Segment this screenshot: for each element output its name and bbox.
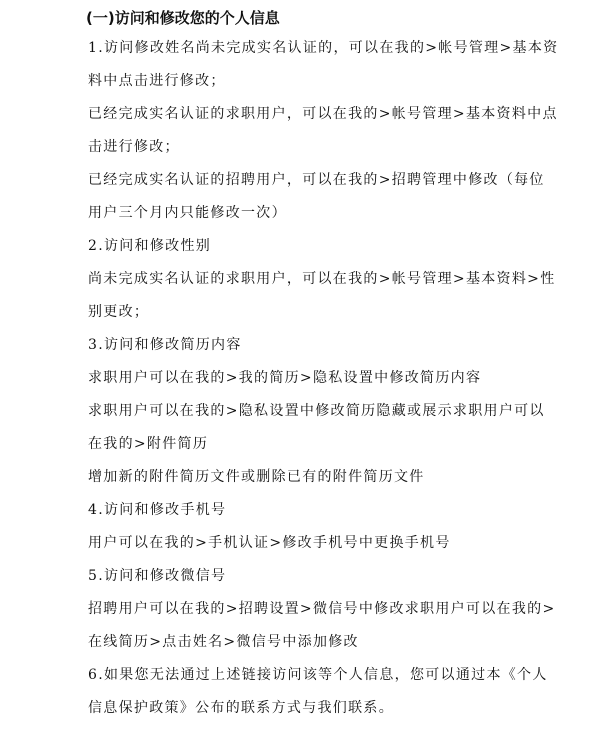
text-line: 尚未完成实名认证的求职用户，可以在我的>帐号管理>基本资料>性 bbox=[88, 271, 556, 287]
text-line: 求职用户可以在我的>我的简历>隐私设置中修改简历内容 bbox=[88, 370, 482, 386]
section-heading: (一)访问和修改您的个人信息 bbox=[86, 9, 280, 27]
text-line: 在线简历>点击姓名>微信号中添加修改 bbox=[88, 634, 359, 650]
text-line: 已经完成实名认证的求职用户，可以在我的>帐号管理>基本资料中点 bbox=[88, 106, 558, 122]
text-line: 已经完成实名认证的招聘用户，可以在我的>招聘管理中修改（每位 bbox=[88, 172, 545, 188]
text-line: 2.访问和修改性别 bbox=[88, 238, 212, 254]
text-line: 4.访问和修改手机号 bbox=[88, 502, 227, 518]
text-line: 击进行修改； bbox=[88, 139, 180, 155]
text-line: 用户可以在我的>手机认证>修改手机号中更换手机号 bbox=[88, 535, 451, 551]
text-line: 5.访问和修改微信号 bbox=[88, 568, 227, 584]
text-line: 6.如果您无法通过上述链接访问该等个人信息，您可以通过本《个人 bbox=[88, 667, 548, 683]
text-line: 增加新的附件简历文件或删除已有的附件简历文件 bbox=[88, 469, 425, 485]
text-line: 3.访问和修改简历内容 bbox=[88, 337, 242, 353]
text-line: 在我的>附件简历 bbox=[88, 436, 209, 452]
text-line: 1.访问修改姓名尚未完成实名认证的，可以在我的>帐号管理>基本资 bbox=[88, 40, 559, 56]
section-body bbox=[88, 32, 559, 725]
text-line: 信息保护政策》公布的联系方式与我们联系。 bbox=[88, 700, 394, 716]
text-line: 料中点击进行修改； bbox=[88, 73, 226, 89]
text-line: 用户三个月内只能修改一次） bbox=[88, 205, 287, 221]
text-line: 招聘用户可以在我的>招聘设置>微信号中修改求职用户可以在我的> bbox=[88, 601, 556, 617]
text-line: 别更改； bbox=[88, 304, 150, 320]
text-line: 求职用户可以在我的>隐私设置中修改简历隐藏或展示求职用户可以 bbox=[88, 403, 545, 419]
